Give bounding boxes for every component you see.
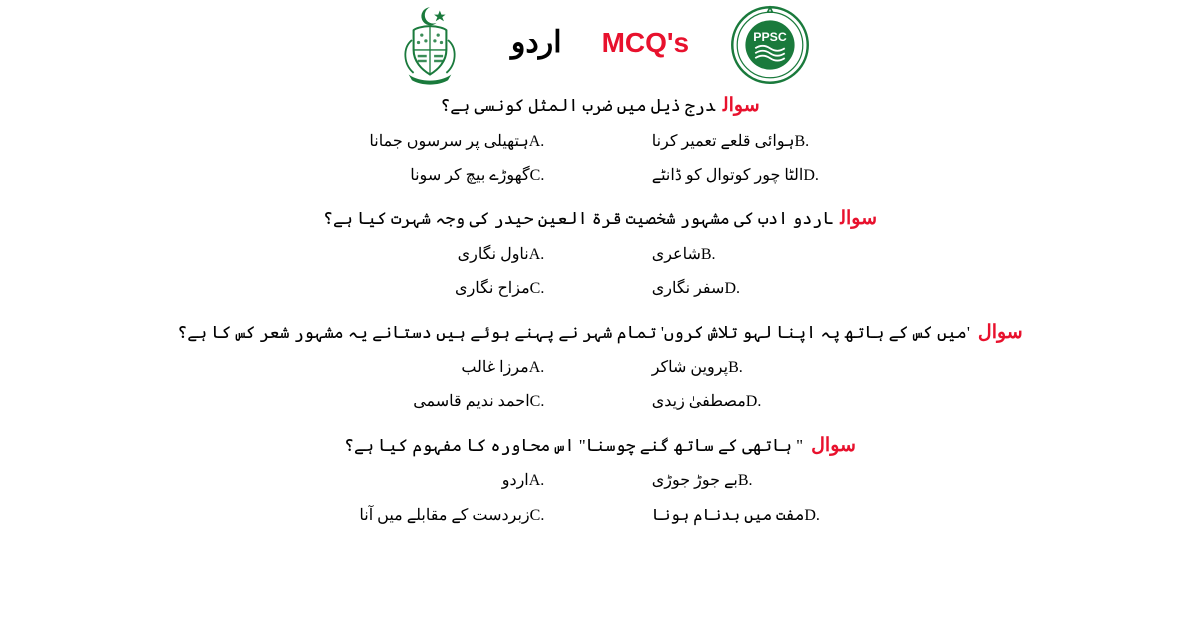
- options-row: [28, 159, 1172, 193]
- option-text: شاعری: [651, 245, 701, 263]
- options-row: [28, 385, 1172, 419]
- question-label: سوال: [840, 208, 877, 230]
- option-a[interactable]: [58, 466, 578, 496]
- question-line: [28, 426, 1172, 465]
- option-text: الٹا چور کوتوال کو ڈانٹے: [651, 166, 804, 184]
- question-label: سوال: [722, 95, 760, 116]
- question-block: [28, 313, 1172, 420]
- option-letter: D.: [804, 506, 820, 524]
- option-letter: A.: [528, 472, 545, 490]
- option-text: پروین شاکر: [651, 359, 729, 377]
- question-block: [28, 199, 1172, 306]
- option-letter: D.: [724, 280, 740, 298]
- option-text: بے جوڑ جوڑی: [651, 472, 738, 490]
- page-header: [0, 0, 1200, 86]
- option-letter: D.: [745, 393, 762, 411]
- option-letter: B.: [737, 472, 753, 490]
- option-letter: C.: [529, 280, 545, 298]
- pakistan-government-emblem-icon: [389, 4, 471, 86]
- question-label: سوال: [811, 434, 856, 456]
- question-text: اردو ادب کی مشہور شخصیت قرۃ العین حیدر کی وجہ شہرت کیا ہے؟: [322, 209, 833, 229]
- option-c[interactable]: [58, 387, 578, 417]
- option-d[interactable]: [622, 501, 1142, 531]
- option-letter: B.: [728, 359, 743, 377]
- options-row: [28, 499, 1172, 533]
- question-block: [28, 86, 1172, 193]
- ppsc-logo-icon: [729, 4, 811, 86]
- option-text: ہتھیلی پر سرسوں جمانا: [369, 132, 529, 150]
- option-text: مزاح نگاری: [455, 280, 530, 298]
- options-row: [28, 351, 1172, 385]
- mcq-sheet: [0, 86, 1200, 533]
- page-title-urdu: اردو: [510, 26, 562, 59]
- option-letter: A.: [528, 359, 545, 377]
- option-letter: C.: [529, 506, 545, 524]
- page-title-mcq: MCQ's: [601, 27, 690, 58]
- option-c[interactable]: [58, 161, 578, 191]
- option-text: مصطفیٰ زیدی: [651, 393, 746, 411]
- option-c[interactable]: [58, 501, 578, 531]
- options-row: [28, 125, 1172, 159]
- svg-text:PPSC: PPSC: [753, 29, 787, 44]
- option-text: احمد ندیم قاسمی: [413, 393, 530, 411]
- option-text: زبردست کے مقابلے میں آنا: [359, 506, 530, 524]
- option-d[interactable]: [622, 387, 1142, 417]
- question-line: [28, 199, 1172, 238]
- option-text: مرزا غالب: [461, 359, 529, 377]
- options-row: [28, 272, 1172, 306]
- options-row: [28, 464, 1172, 498]
- option-letter: C.: [529, 166, 545, 184]
- option-letter: A.: [528, 132, 545, 150]
- option-a[interactable]: [58, 127, 578, 157]
- option-letter: B.: [700, 245, 716, 263]
- option-text: مفت میں بدنام ہونا: [651, 506, 805, 524]
- option-a[interactable]: [58, 240, 578, 270]
- option-text: سفر نگاری: [651, 280, 725, 298]
- option-c[interactable]: [58, 274, 578, 304]
- question-text: 'میں کس کے ہاتھ پہ اپنا لہو تلاش کروں' تمام شہر نے پہنے ہوئے ہیں دستانے یہ مشہور شعر کس کا ہے؟: [177, 322, 970, 342]
- question-line: [28, 313, 1172, 352]
- question-block: [28, 426, 1172, 533]
- option-b[interactable]: [622, 466, 1142, 496]
- option-a[interactable]: [58, 353, 578, 383]
- option-d[interactable]: [622, 161, 1142, 191]
- option-letter: B.: [794, 132, 810, 150]
- option-letter: C.: [529, 393, 545, 411]
- question-line: [28, 86, 1172, 125]
- option-b[interactable]: [622, 353, 1142, 383]
- option-text: اردو: [501, 472, 529, 490]
- option-b[interactable]: [622, 127, 1142, 157]
- option-text: گھوڑے بیچ کر سونا: [410, 166, 530, 184]
- option-d[interactable]: [622, 274, 1142, 304]
- option-text: ناول نگاری: [457, 245, 529, 263]
- question-label: سوال: [977, 321, 1023, 343]
- option-text: ہوائی قلعے تعمیر کرنا: [651, 132, 795, 150]
- options-row: [28, 238, 1172, 272]
- question-text: درج ذیل میں ضرب المثل کونسی ہے؟: [440, 96, 715, 115]
- option-letter: D.: [803, 166, 819, 184]
- option-letter: A.: [528, 245, 545, 263]
- question-text: " ہاتھی کے ساتھ گنے چوسنا" اس محاورہ کا مفہوم کیا ہے؟: [344, 435, 804, 455]
- option-b[interactable]: [622, 240, 1142, 270]
